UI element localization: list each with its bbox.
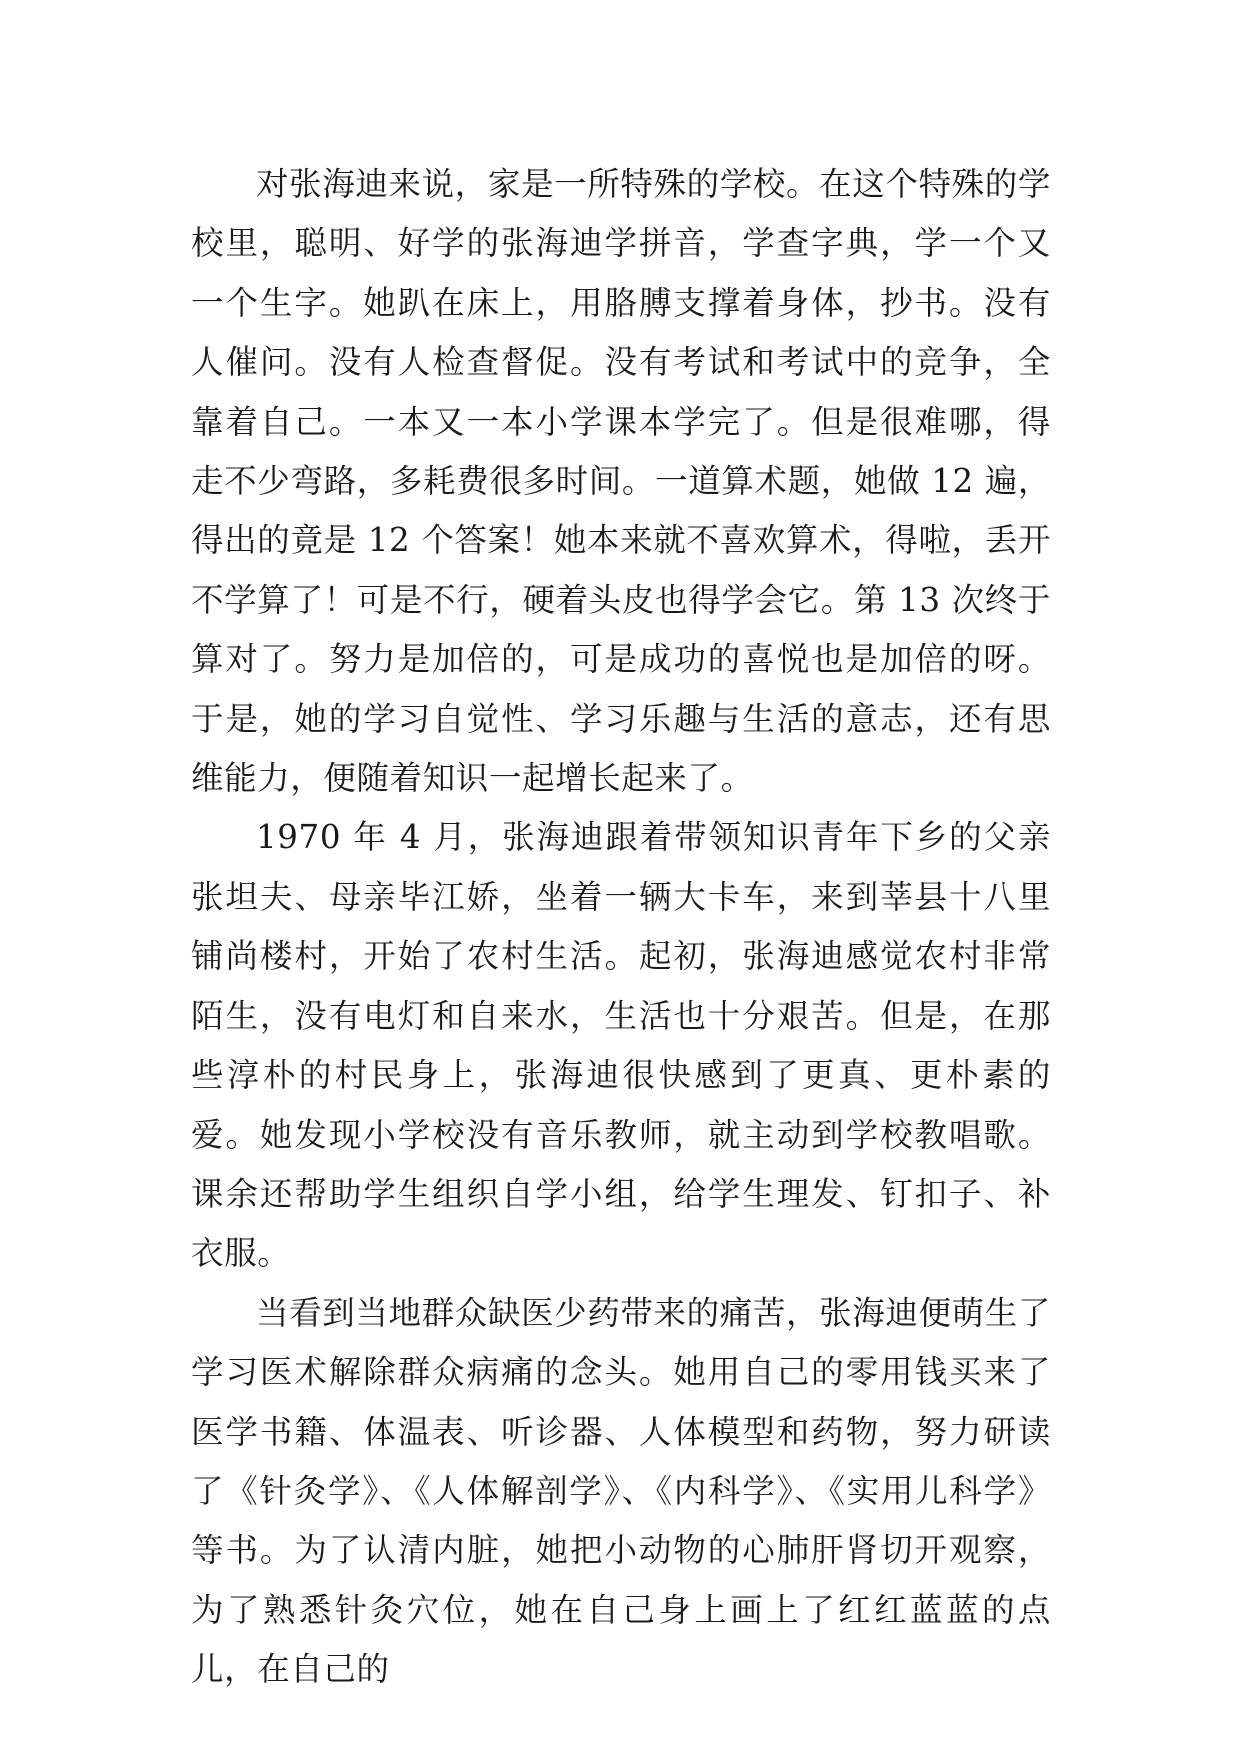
document-body xyxy=(191,155,1051,1700)
paragraph: 当看到当地群众缺医少药带来的痛苦，张海迪便萌生了学习医术解除群众病痛的念头。她用自己的零用钱买来了医学书籍、体温表、听诊器、人体模型和药物，努力研读了《针灸学》、《人体解剖学》、《内科学》、《实用儿科学》等书。为了认清内脏，她把小动物的心肺肝肾切开观察，为了熟悉针灸穴位，她在自己身上画上了红红蓝蓝的点儿，在自己的 xyxy=(191,1293,1051,1689)
paragraph: 1970 年 4 月，张海迪跟着带领知识青年下乡的父亲张坦夫、母亲毕江娇，坐着一辆大卡车，来到莘县十八里铺尚楼村，开始了农村生活。起初，张海迪感觉农村非常陌生，没有电灯和自来水，生活也十分艰苦。但是，在那些淳朴的村民身上，张海迪很快感到了更真、更朴素的爱。她发现小学校没有音乐教师，就主动到学校教唱歌。课余还帮助学生组织自学小组，给学生理发、钉扣子、补衣服。 xyxy=(191,818,1051,1273)
paragraph: 对张海迪来说，家是一所特殊的学校。在这个特殊的学校里，聪明、好学的张海迪学拼音，学查字典，学一个又一个生字。她趴在床上，用胳膊支撑着身体，抄书。没有人催问。没有人检查督促。没有考试和考试中的竞争，全靠着自己。一本又一本小学课本学完了。但是很难哪，得走不少弯路，多耗费很多时间。一道算术题，她做 12 遍，得出的竟是 12 个答案！她本来就不喜欢算术，得啦，丢开不学算了！可是不行，硬着头皮也得学会它。第 13 次终于算对了。努力是加倍的，可是成功的喜悦也是加倍的呀。于是，她的学习自觉性、学习乐趣与生活的意志，还有思维能力，便随着知识一起增长起来了。 xyxy=(191,165,1051,798)
